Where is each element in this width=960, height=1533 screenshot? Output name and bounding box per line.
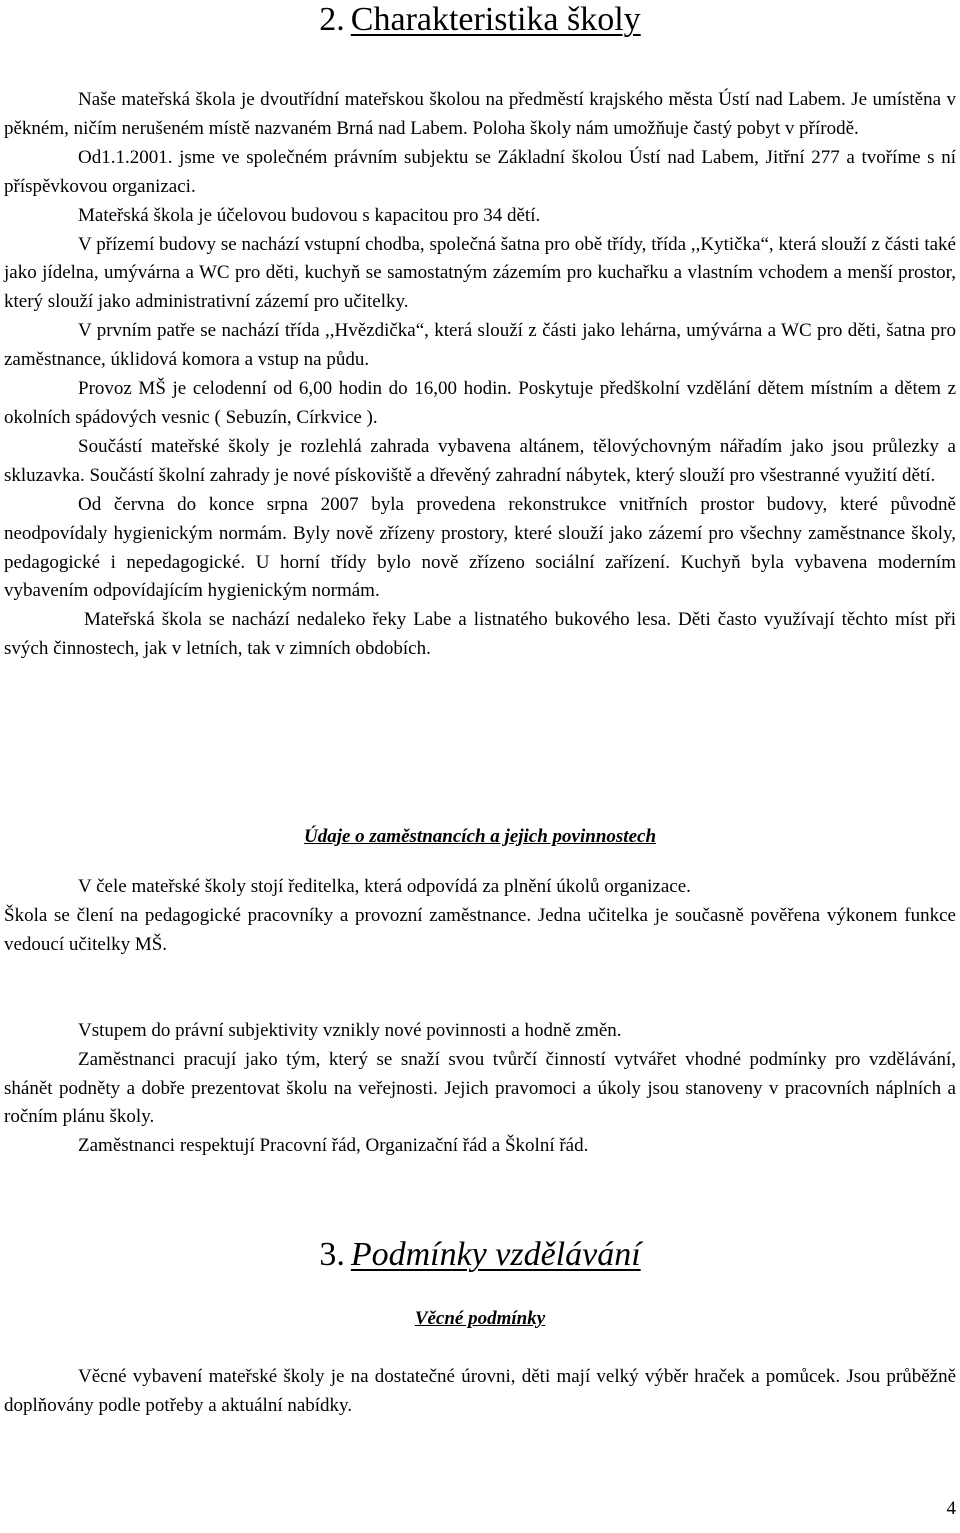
chapter-title: Podmínky vzdělávání xyxy=(350,1236,641,1273)
paragraph: Mateřská škola se nachází nedaleko řeky Labe a listnatého bukového lesa. Děti často využívají těchto míst při svých činnostech, jak v letních, tak v zimních obdobích. xyxy=(4,609,956,660)
paragraph: Věcné vybavení mateřské školy je na dostatečné úrovni, děti mají velký výběr hraček a pomůcek. Jsou průběžně doplňovány podle potřeby a aktuální nabídky. xyxy=(4,1366,956,1416)
paragraph: Provoz MŠ je celodenní od 6,00 hodin do 16,00 hodin. Poskytuje předškolní vzdělání dětem místním a dětem z okolních spádových vesnic ( Sebuzín, Církvice ). xyxy=(4,378,956,428)
chapter-heading xyxy=(4,0,956,40)
chapter-number: 2. xyxy=(319,1,345,38)
paragraph: V čele mateřské školy stojí ředitelka, která odpovídá za plnění úkolů organizace. xyxy=(78,876,691,897)
paragraph: V prvním patře se nachází třída ,,Hvězdička“, která slouží z části jako lehárna, umývárna a WC pro děti, šatna pro zaměstnance, úklidová komora a vstup na půdu. xyxy=(4,320,956,371)
page-number: 4 xyxy=(946,1498,956,1519)
paragraph: Naše mateřská škola je dvoutřídní mateřskou školou na předměstí krajského města Ústí nad Labem. Je umístěna v pěkném, ničím nerušeném místě nazvaném Brná nad Labem. Poloha školy nám umožňuje častý pobyt v přírodě. xyxy=(4,89,956,139)
paragraph: Mateřská škola je účelovou budovou s kapacitou pro 34 dětí. xyxy=(78,204,541,226)
paragraph: Od června do konce srpna 2007 byla provedena rekonstrukce vnitřních prostor budovy, které původně neodpovídaly hygienickým normám. Byly nově zřízeny prostory, které slouží jako zázemí pro všechny zaměstnance školy, pedagogické i nepedagogické. U horní třídy bylo nově zřízeno sociální zařízení. Kuchyň byla vybavena moderním vybavením odpovídajícím hygienickým normám. xyxy=(4,493,956,602)
chapter-title: Charakteristika školy xyxy=(350,1,641,38)
paragraph: Součástí mateřské školy je rozlehlá zahrada vybavena altánem, tělovýchovným nářadím jako jsou průlezky a skluzavka. Součástí školní zahrady je nové pískoviště a dřevěný zahradní nábytek, který slouží pro všestranné využití dětí. xyxy=(4,435,956,486)
section-characteristics xyxy=(4,86,956,664)
section-staff xyxy=(4,873,956,1161)
paragraph: Od1.1.2001. jsme ve společném právním subjektu se Základní školou Ústí nad Labem, Jitřní 277 a tvoříme s ní příspěvkovou organizaci. xyxy=(4,146,956,197)
paragraph: Vstupem do právní subjektivity vznikly nové povinnosti a hodně změn. xyxy=(78,1019,622,1041)
spacer xyxy=(4,960,956,1017)
paragraph: Zaměstnanci pracují jako tým, který se snaží svou tvůrčí činností vytvářet vhodné podmínky pro vzdělávání, shánět podněty a dobře prezentovat školu na veřejnosti. Jejich pravomoci a úkoly jsou stanoveny v pracovních náplních a ročním plánu školy. xyxy=(4,1048,956,1128)
chapter-number: 3. xyxy=(319,1236,345,1273)
section-material xyxy=(4,1363,956,1421)
paragraph: Škola se člení na pedagogické pracovníky a provozní zaměstnance. Jedna učitelka je současně pověřena výkonem funkce vedoucí učitelky MŠ. xyxy=(4,904,956,955)
paragraph: Zaměstnanci respektují Pracovní řád, Organizační řád a Školní řád. xyxy=(78,1135,589,1157)
paragraph: V přízemí budovy se nachází vstupní chodba, společná šatna pro obě třídy, třída ,,Kytička“, která slouží z části také jako jídelna, umývárna a WC pro děti, kuchyň se samostatným zázemím pro kuchařku a vlastním vchodem a menší prostor, který slouží jako administrativní zázemí pro učitelky. xyxy=(4,233,956,313)
subheading-staff: Údaje o zaměstnancích a jejich povinnostech xyxy=(303,826,657,847)
chapter-heading xyxy=(4,1235,956,1275)
subheading-material-conditions: Věcné podmínky xyxy=(414,1308,546,1329)
